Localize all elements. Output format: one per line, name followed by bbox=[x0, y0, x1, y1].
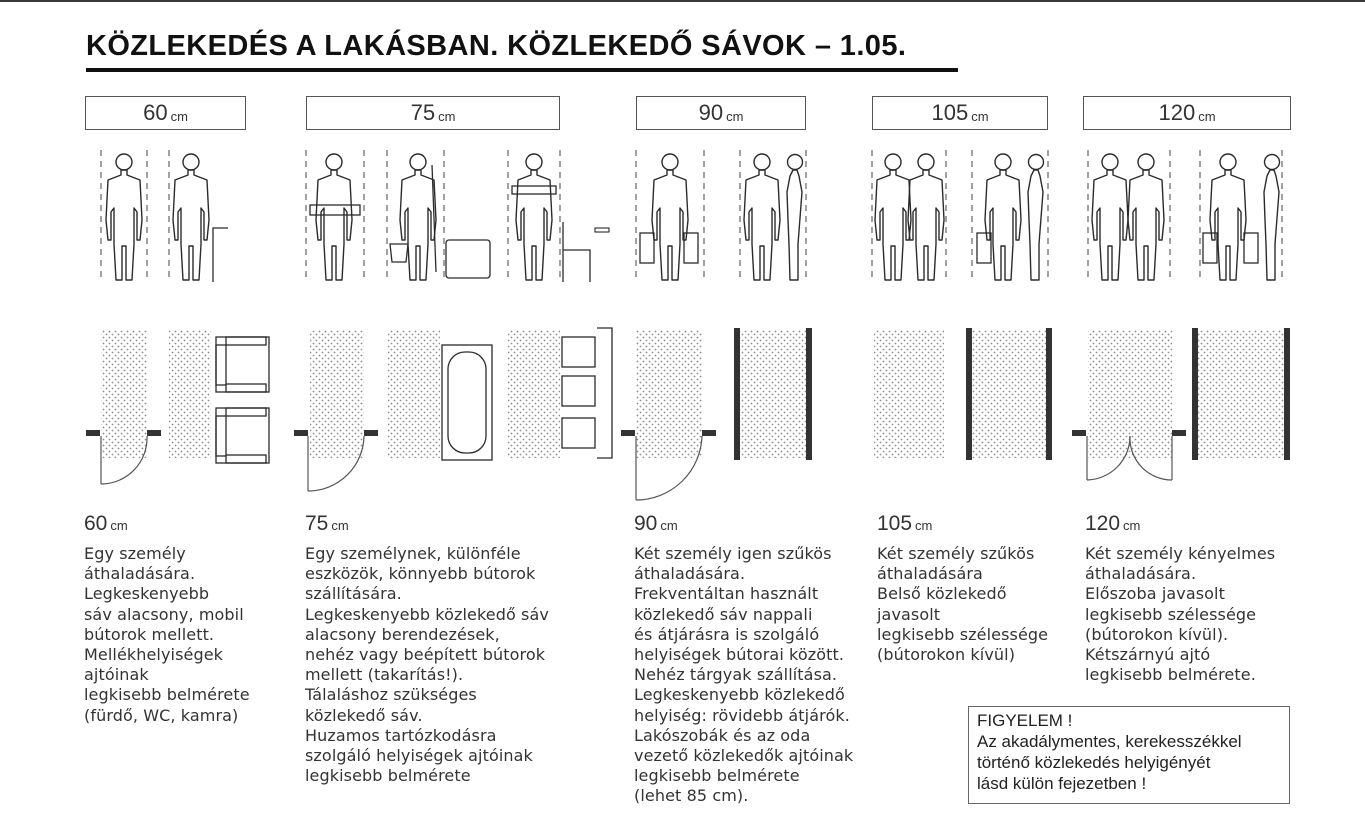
notice-body: Az akadálymentes, kerekesszékkel történő közlekedés helyigényét lásd külön fejezetben ! bbox=[977, 732, 1242, 793]
width-label-105 bbox=[877, 512, 932, 536]
width-value: 105 bbox=[877, 512, 913, 535]
width-value: 60 bbox=[84, 512, 108, 535]
plan-105 bbox=[874, 328, 1052, 460]
armchair-side-icon bbox=[213, 228, 228, 282]
wall-icon bbox=[1284, 328, 1290, 460]
passage-zone bbox=[1198, 330, 1284, 458]
width-unit: cm bbox=[726, 108, 744, 124]
wall-icon bbox=[1072, 430, 1086, 436]
plan-60 bbox=[86, 330, 269, 484]
width-unit: cm bbox=[660, 518, 678, 533]
width-label-60 bbox=[84, 512, 128, 536]
width-unit: cm bbox=[170, 108, 188, 124]
tray-icon bbox=[310, 205, 360, 215]
notice-box bbox=[968, 706, 1290, 804]
width-unit: cm bbox=[971, 108, 989, 124]
bucket-icon bbox=[390, 244, 408, 262]
person-front-icon bbox=[316, 154, 352, 280]
armchair-icon bbox=[216, 337, 269, 392]
person-front-icon bbox=[106, 154, 142, 280]
description-105: Két személy szűkös áthaladására Belső közlekedő javasolt legkisebb szélessége (bútorokon kívül) bbox=[877, 544, 1049, 665]
width-value: 105 bbox=[931, 100, 969, 125]
width-value: 120 bbox=[1158, 100, 1196, 125]
width-value: 75 bbox=[410, 100, 436, 125]
table-edge-icon bbox=[595, 228, 609, 232]
chair-icon bbox=[562, 328, 612, 458]
width-unit: cm bbox=[331, 518, 349, 533]
person-front-icon bbox=[400, 154, 436, 280]
person-front-icon bbox=[875, 154, 911, 280]
passage-zone bbox=[310, 330, 364, 458]
elevation-120 bbox=[1088, 150, 1282, 282]
person-front-icon bbox=[1092, 154, 1128, 280]
wall-icon bbox=[734, 328, 740, 460]
bag-icon bbox=[1244, 233, 1258, 263]
wall-icon bbox=[966, 328, 972, 460]
plan-75 bbox=[294, 328, 612, 491]
width-unit: cm bbox=[915, 518, 933, 533]
person-front-icon bbox=[1210, 154, 1246, 280]
width-value: 75 bbox=[305, 512, 329, 535]
page-title: KÖZLEKEDÉS A LAKÁSBAN. KÖZLEKEDŐ SÁVOK – 1.05. bbox=[86, 30, 907, 62]
width-value: 90 bbox=[698, 100, 724, 125]
wall-icon bbox=[1172, 430, 1186, 436]
passage-zone bbox=[636, 330, 702, 458]
passage-zone bbox=[972, 330, 1046, 458]
person-side-icon bbox=[1028, 155, 1044, 281]
elevation-60 bbox=[101, 150, 228, 282]
width-value: 60 bbox=[143, 100, 168, 125]
description-120: Két személy kényelmes áthaladására. Előszoba javasolt legkisebb szélessége (bútorokon kívül). Kétszárnyú ajtó legkisebb belmérete. bbox=[1085, 544, 1276, 685]
armchair-icon bbox=[216, 408, 269, 463]
wall-icon bbox=[147, 430, 161, 436]
elevation-90 bbox=[636, 150, 806, 282]
description-75: Egy személynek, különféle eszközök, könnyebb bútorok szállítására. Legkeskenyebb közlekedő sáv alacsony berendezések, nehéz vagy beépített bútorok mellett (takarítás!). Tálaláshoz szükséges közlekedő sáv. Huzamos tartózkodásra szolgáló helyiségek ajtóinak legkisebb belmérete bbox=[305, 544, 549, 786]
bag-icon bbox=[977, 233, 991, 263]
wall-icon bbox=[1046, 328, 1052, 460]
plan-90 bbox=[621, 328, 812, 500]
width-label-120 bbox=[1085, 512, 1140, 536]
person-front-icon bbox=[908, 154, 944, 280]
bathtub-side-icon bbox=[446, 240, 490, 278]
description-90: Két személy igen szűkös áthaladására. Frekventáltan használt közlekedő sáv nappali és átjárásra is szolgáló helyiségek bútorai között. Nehéz tárgyak szállítása. Legkeskenyebb közlekedő helyiség: rövidebb átjárók. Lakószobák és az oda vezető közlekedők ajtóinak legkisebb belmérete (lehet 85 cm). bbox=[634, 544, 854, 806]
width-unit: cm bbox=[110, 518, 128, 533]
width-value: 120 bbox=[1085, 512, 1121, 535]
passage-zone bbox=[388, 330, 440, 458]
wall-icon bbox=[364, 430, 378, 436]
passage-zone bbox=[874, 330, 944, 458]
wall-icon bbox=[294, 430, 308, 436]
person-front-icon bbox=[1128, 154, 1164, 280]
person-front-icon bbox=[652, 154, 688, 280]
person-side-icon bbox=[787, 155, 803, 281]
width-unit: cm bbox=[1123, 518, 1141, 533]
width-unit: cm bbox=[1198, 108, 1216, 124]
person-front-icon bbox=[516, 154, 552, 280]
person-front-icon bbox=[744, 154, 780, 280]
person-side-icon bbox=[1264, 155, 1280, 281]
description-60: Egy személy áthaladására. Legkeskenyebb sáv alacsony, mobil bútorok mellett. Mellékhelyiségek ajtóinak legkisebb belmérete (fürdő, WC, kamra) bbox=[84, 544, 250, 725]
width-label-75 bbox=[305, 512, 349, 536]
width-label-90 bbox=[634, 512, 678, 536]
wall-icon bbox=[621, 430, 635, 436]
wall-icon bbox=[1192, 328, 1198, 460]
bathtub-icon bbox=[442, 345, 492, 460]
bag-icon bbox=[640, 233, 654, 263]
elevation-75 bbox=[306, 150, 609, 282]
chair-icon bbox=[563, 222, 590, 282]
width-value: 90 bbox=[634, 512, 658, 535]
passage-zone bbox=[101, 330, 147, 458]
passage-zone bbox=[508, 330, 560, 458]
person-front-icon bbox=[173, 154, 209, 280]
notice-title: FIGYELEM ! bbox=[977, 711, 1073, 730]
wall-icon bbox=[806, 328, 812, 460]
wall-icon bbox=[702, 430, 716, 436]
width-unit: cm bbox=[438, 108, 456, 124]
passage-zone bbox=[740, 330, 806, 458]
plan-120 bbox=[1072, 328, 1290, 480]
passage-zone bbox=[169, 330, 211, 458]
elevation-105 bbox=[872, 150, 1048, 282]
tray-icon bbox=[512, 186, 556, 194]
wall-icon bbox=[86, 430, 100, 436]
